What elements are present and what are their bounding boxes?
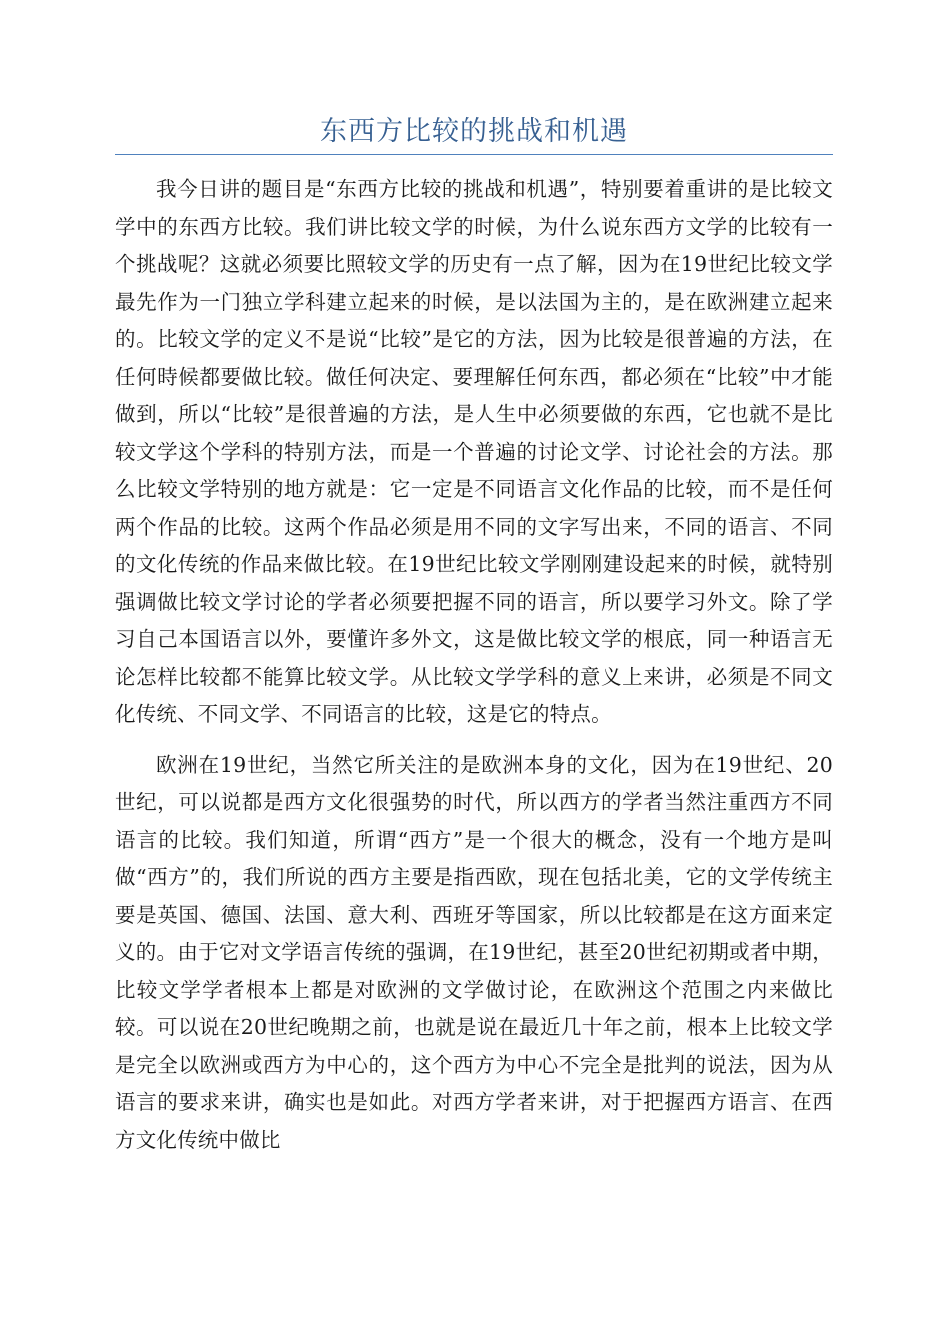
document-body <box>115 171 833 1172</box>
title-underline <box>115 154 833 155</box>
document-title: 东西方比较的挑战和机遇 <box>320 116 628 147</box>
paragraph-2: 欧洲在19世纪，当然它所关注的是欧洲本身的文化，因为在19世纪、20世纪，可以说都是西方文化很强势的时代，所以西方的学者当然注重西方不同语言的比较。我们知道，所谓“西方”是一个很大的概念，没有一个地方是叫做“西方”的，我们所说的西方主要是指西欧，现在包括北美，它的文学传统主要是英国、德国、法国、意大利、西班牙等国家，所以比较都是在这方面来定义的。由于它对文学语言传统的强调，在19世纪，甚至20世纪初期或者中期，比较文学学者根本上都是对欧洲的文学做讨论，在欧洲这个范围之内来做比较。可以说在20世纪晚期之前，也就是说在最近几十年之前，根本上比较文学是完全以欧洲或西方为中心的，这个西方为中心不完全是批判的说法，因为从语言的要求来讲，确实也是如此。对西方学者来讲，对于把握西方语言、在西方文化传统中做比 <box>115 752 833 1152</box>
paragraph-1: 我今日讲的题目是“东西方比较的挑战和机遇”，特别要着重讲的是比较文学中的东西方比较。我们讲比较文学的时候，为什么说东西方文学的比较有一个挑战呢？这就必须要比照较文学的历史有一点了解，因为在19世纪比较文学最先作为一门独立学科建立起来的时候，是以法国为主的，是在欧洲建立起来的。比较文学的定义不是说“比较”是它的方法，因为比较是很普遍的方法，在任何時候都要做比较。做任何决定、要理解任何东西，都必须在“比较”中才能做到，所以“比较”是很普遍的方法，是人生中必须要做的东西，它也就不是比较文学这个学科的特别方法，而是一个普遍的讨论文学、讨论社会的方法。那么比较文学特别的地方就是：它一定是不同语言文化作品的比较，而不是任何两个作品的比较。这两个作品必须是用不同的文字写出来，不同的语言、不同的文化传统的作品来做比较。在19世纪比较文学刚刚建设起来的时候，就特别强调做比较文学讨论的学者必须要把握不同的语言，所以要学习外文。除了学习自己本国语言以外，要懂许多外文，这是做比较文学的根底，同一种语言无论怎样比较都不能算比较文学。从比较文学学科的意义上来讲，必须是不同文化传统、不同文学、不同语言的比较，这是它的特点。 <box>115 177 833 726</box>
